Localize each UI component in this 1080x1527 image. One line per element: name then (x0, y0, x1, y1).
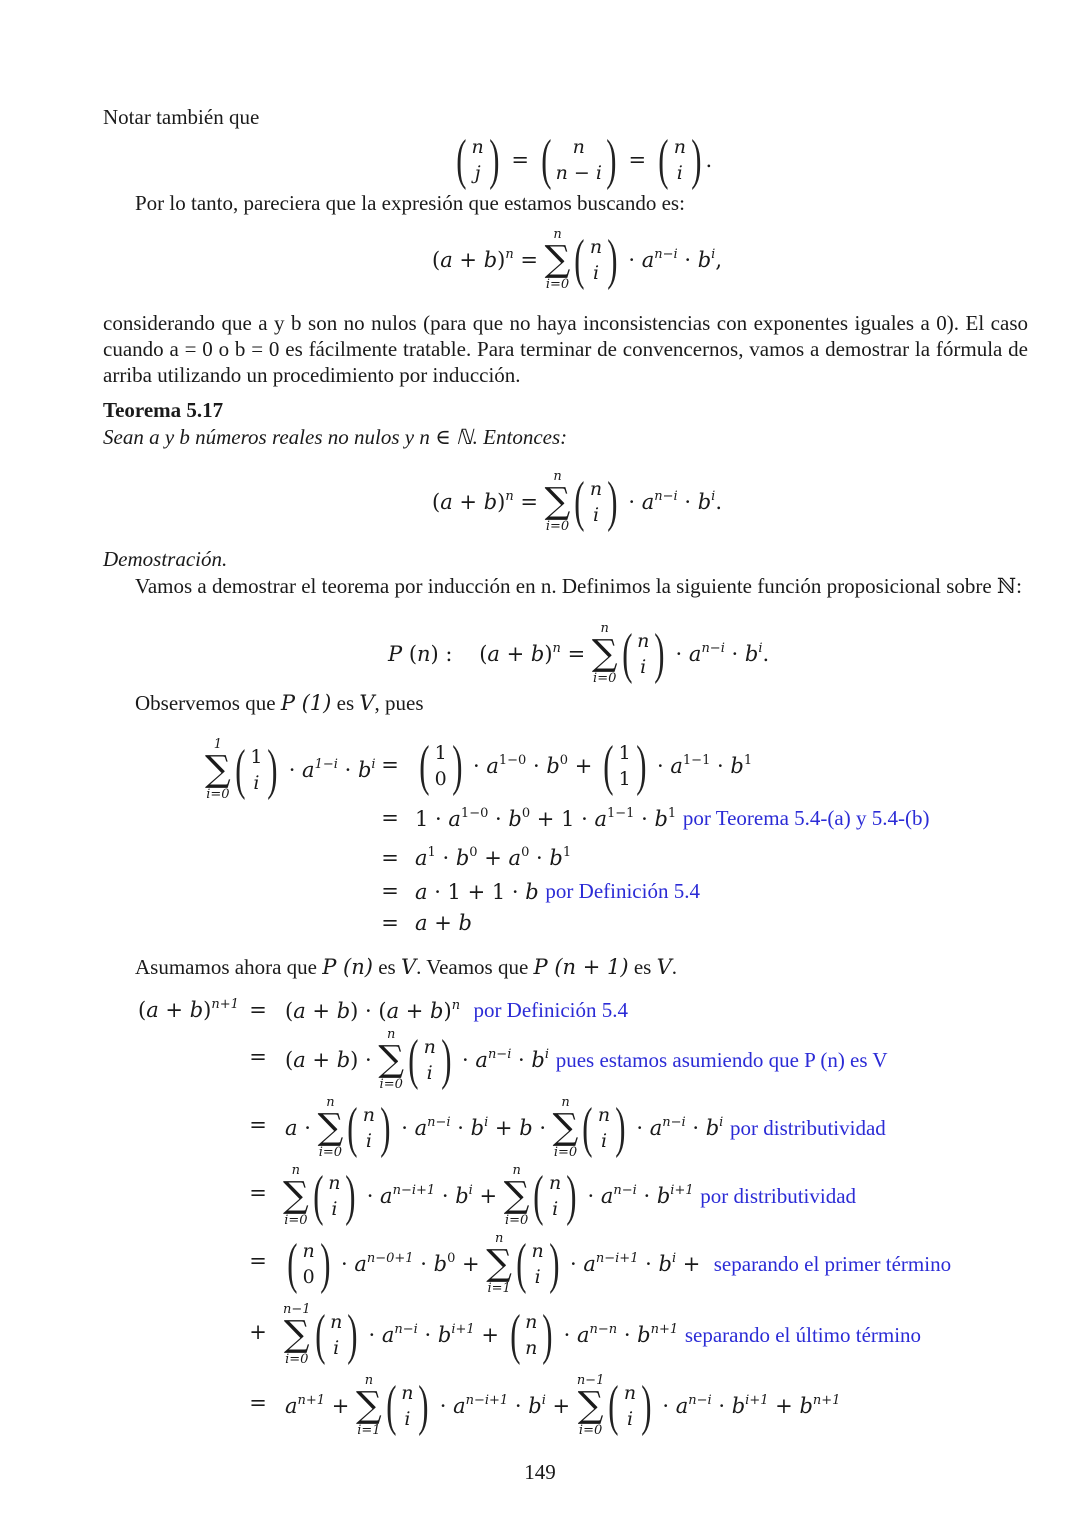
proof-label: Demostración. (103, 547, 228, 571)
eq-sign: = (249, 998, 267, 1022)
paragraph-asumamos: Asumamos ahora que P (n) es V. Veamos que P (n + 1) es V. (135, 955, 677, 979)
inductive-step-4: n ∑ i=0 ( n i ) · $a^{n-i+1} \cdot b^i$ + n ∑ i=0 ( n i ) · $a^{n-i} \cdot b^{i+1}$ por distributividad (283, 1163, 857, 1228)
base-case-step-3: $a^1 \cdot b^0 + a^0 \cdot b^1$ (415, 845, 572, 870)
reason-text: por Definición 5.4 (545, 879, 700, 903)
inductive-step-6: n−1 ∑ i=0 ( n i ) · $a^{n-i} \cdot b^{i+1}$ + ( n n ) · $a^{n-n} \cdot b^{n+1}$ separando el último término (283, 1302, 922, 1367)
eq-sign: = (381, 753, 399, 777)
paragraph-notar: Notar también que (103, 105, 260, 129)
equation-proposition: P (n) : $(a + b)^n$ = n ∑ i=0 ( n i ) · $a^{n-i} \cdot b^i$. (388, 621, 770, 686)
base-case-step-2: $1 \cdot a^{1-0} \cdot b^0 + 1 \cdot a^{1-1} \cdot b^1$ por Teorema 5.4-(a) y 5.4-(b) (415, 805, 930, 831)
paragraph-observemos: Observemos que P (1) es V, pues (135, 691, 424, 715)
inductive-lhs: $(a + b)^{n+1}$ (138, 997, 239, 1022)
base-case-step-4: a · 1 + 1 · b por Definición 5.4 (415, 879, 700, 904)
base-case-lhs: 1 ∑ i=0 ( 1 i ) · $a^{1-i} \cdot b^i$ (205, 737, 376, 802)
eq-sign: = (381, 806, 399, 830)
paragraph-vamos: Vamos a demostrar el teorema por inducción en n. Definimos la siguiente función proposicional sobre ℕ: (135, 574, 1022, 598)
equation-symmetry: ( n j ) = ( n n − i ) = ( n i ) . (456, 129, 713, 191)
eq-sign: = (249, 1391, 267, 1415)
eq-sign: = (249, 1249, 267, 1273)
inductive-step-1: $(a + b) \cdot (a + b)^n$ por Definición 5.4 (285, 997, 628, 1023)
equation-binomial-1: $(a + b)^n$ = n ∑ i=0 ( n i ) · $a^{n-i} \cdot b^i$, (432, 227, 723, 292)
reason-text: pues estamos asumiendo que P (n) es V (555, 1047, 888, 1072)
reason-text: separando el primer término (713, 1251, 952, 1276)
reason-text: por Teorema 5.4-(a) y 5.4-(b) (682, 806, 930, 830)
eq-sign: = (249, 1045, 267, 1069)
reason-text: separando el último término (684, 1322, 922, 1347)
base-case-step-1: ( 1 0 ) · $a^{1-0} \cdot b^0$ + ( 1 1 ) · $a^{1-1} \cdot b^1$ (419, 735, 753, 797)
paragraph-considerando: considerando que a y b son no nulos (para que no haya inconsistencias con exponentes iguales a 0). El caso cuando a = 0 o b = 0 es fácilmente tratable. Para terminar de convencernos, vamos a demostrar la fórmula de arriba utilizando un procedimiento por inducción. (103, 311, 1028, 387)
theorem-title: Teorema 5.17 (103, 398, 224, 422)
inductive-step-7: $a^{n+1}$ + n ∑ i=1 ( n i ) · $a^{n-i+1} \cdot b^i$ + n−1 ∑ i=0 ( n i ) · $a^{n-i} \cdot b^{i+1} + b^{n+1}$ (285, 1373, 841, 1438)
base-case-step-5: a + b (415, 911, 472, 935)
page-number: 149 (524, 1460, 556, 1484)
reason-text: por distributividad (730, 1115, 886, 1140)
inductive-step-3: a · n ∑ i=0 ( n i ) · $a^{n-i} \cdot b^i + b$ · n ∑ i=0 ( n i ) · $a^{n-i} \cdot b^i$ por distributividad (285, 1095, 886, 1160)
theorem-statement: Sean a y b números reales no nulos y n ∈ ℕ. Entonces: (103, 425, 568, 449)
inductive-step-2: (a + b) · n ∑ i=0 ( n i ) · $a^{n-i} \cdot b^i$ pues estamos asumiendo que P (n) es V (285, 1027, 888, 1092)
eq-sign: = (381, 879, 399, 903)
eq-sign: = (249, 1113, 267, 1137)
inductive-step-5: ( n 0 ) · $a^{n-0+1} \cdot b^0$ + n ∑ i=1 ( n i ) · $a^{n-i+1} \cdot b^i$ + separando el primer término (287, 1231, 952, 1296)
reason-text: por distributividad (700, 1183, 857, 1208)
reason-text: por Definición 5.4 (473, 998, 628, 1022)
eq-sign: = (381, 911, 399, 935)
equation-binomial-theorem: $(a + b)^n$ = n ∑ i=0 ( n i ) · $a^{n-i} \cdot b^i$. (432, 469, 723, 534)
eq-sign: = (249, 1181, 267, 1205)
eq-sign: = (381, 846, 399, 870)
paragraph-por-lo-tanto: Por lo tanto, pareciera que la expresión que estamos buscando es: (135, 191, 685, 215)
plus-sign: + (249, 1320, 267, 1344)
